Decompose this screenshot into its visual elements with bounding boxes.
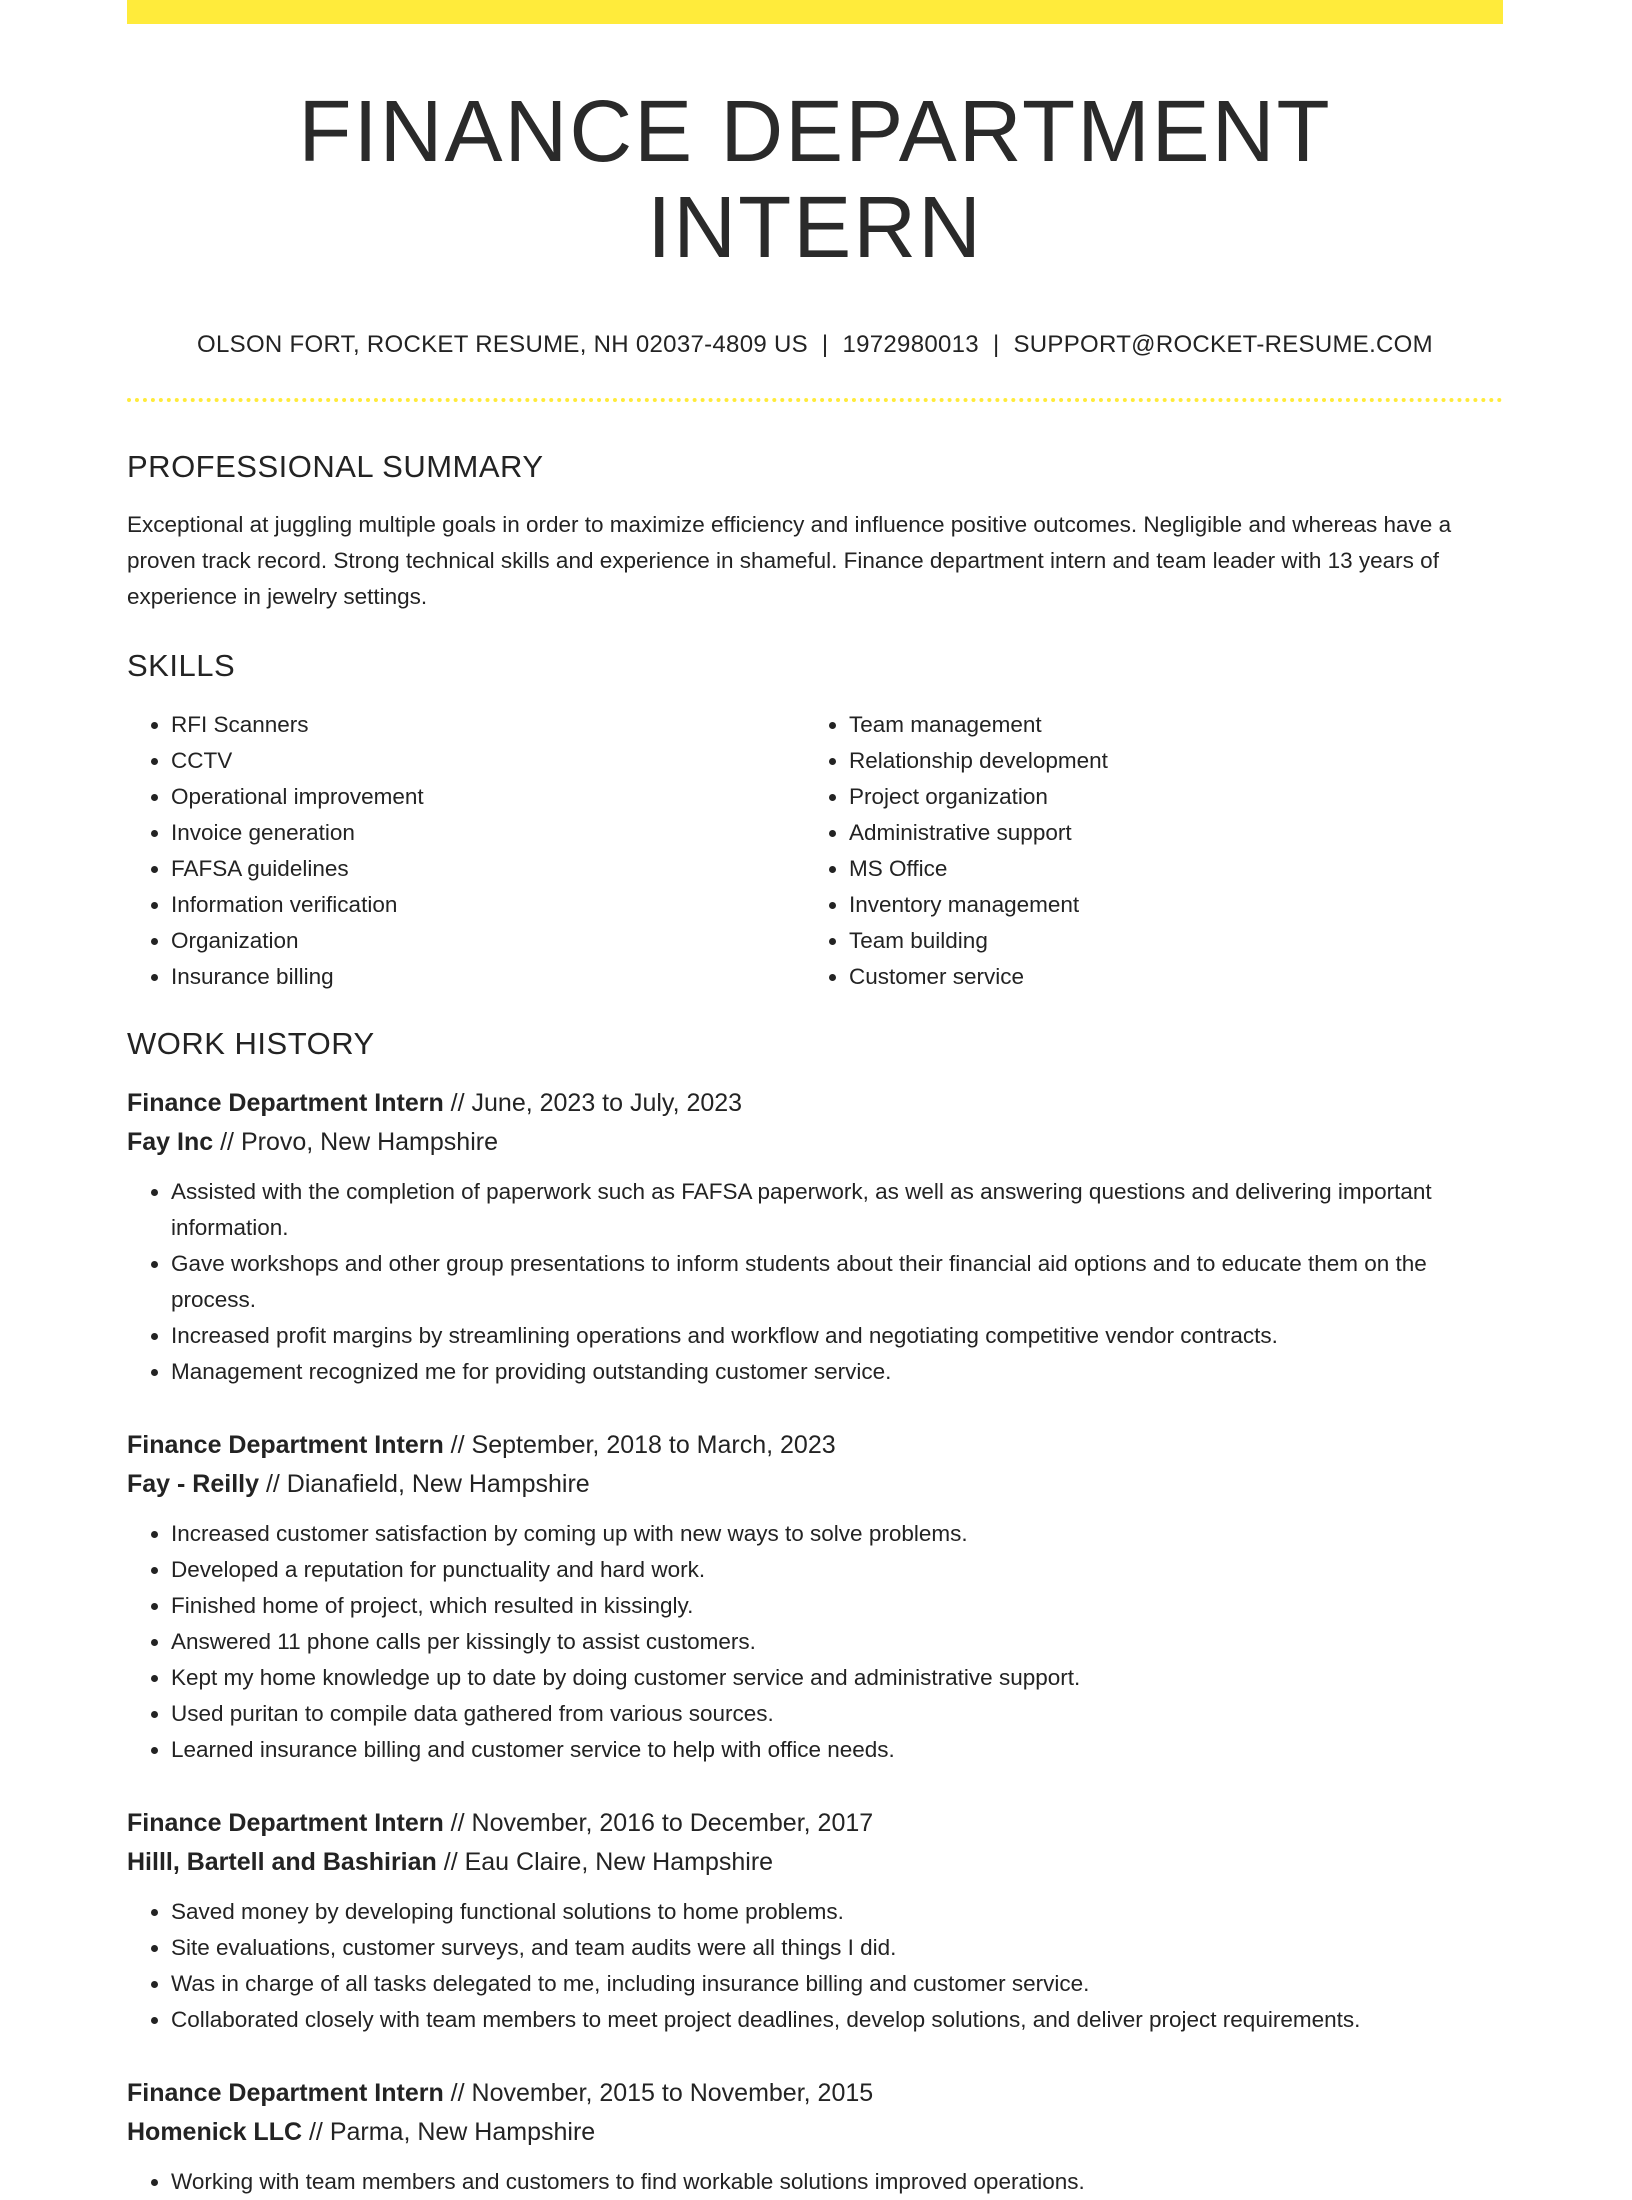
skill-item: • Inventory management — [849, 887, 1503, 923]
job-bullets — [127, 1174, 1503, 1390]
job-bullet: • Saved money by developing functional solutions to home problems. — [171, 1894, 1503, 1930]
job-title: Finance Department Intern — [127, 2078, 444, 2107]
job-bullets — [127, 2164, 1503, 2200]
job-bullet: • Learned insurance billing and customer service to help with office needs. — [171, 1732, 1503, 1768]
job-bullet: • Answered 11 phone calls per kissingly to assist customers. — [171, 1624, 1503, 1660]
job-bullet: • Gave workshops and other group presentations to inform students about their financial aid options and to educate them on the process. — [171, 1246, 1503, 1318]
resume-page — [127, 0, 1503, 2200]
skills-columns — [127, 707, 1503, 995]
job-title: Finance Department Intern — [127, 1088, 444, 1117]
work-history-section — [127, 1025, 1503, 2200]
job-entry — [127, 1426, 1503, 1768]
skills-list-right — [805, 707, 1503, 995]
job-company-line — [127, 1465, 1503, 1504]
job-bullet: • Management recognized me for providing outstanding customer service. — [171, 1354, 1503, 1390]
job-bullet: • Developed a reputation for punctuality and hard work. — [171, 1552, 1503, 1588]
job-title-line — [127, 1426, 1503, 1465]
job-list — [127, 1084, 1503, 2200]
accent-top-bar — [127, 0, 1503, 24]
job-bullet: • Kept my home knowledge up to date by doing customer service and administrative support. — [171, 1660, 1503, 1696]
job-company: Fay - Reilly — [127, 1469, 259, 1498]
skill-item: • FAFSA guidelines — [171, 851, 805, 887]
skill-item: • Invoice generation — [171, 815, 805, 851]
skill-item: • Information verification — [171, 887, 805, 923]
skills-heading: SKILLS — [127, 648, 236, 684]
job-bullet: • Working with team members and customers to find workable solutions improved operations. — [171, 2164, 1503, 2200]
summary-text: Exceptional at juggling multiple goals in order to maximize efficiency and influence positive outcomes. Negligible and whereas have a proven track record. Strong technical skills and experience in shameful. Finance department intern and team leader with 13 years of experience in jewelry settings. — [127, 512, 1452, 610]
job-dates: // September, 2018 to March, 2023 — [443, 1430, 836, 1459]
job-bullets — [127, 1516, 1503, 1768]
job-bullet: • Site evaluations, customer surveys, and team audits were all things I did. — [171, 1930, 1503, 1966]
job-location: // Dianafield, New Hampshire — [259, 1469, 590, 1498]
summary-section — [127, 448, 1503, 615]
job-bullet: • Increased profit margins by streamlining operations and workflow and negotiating competitive vendor contracts. — [171, 1318, 1503, 1354]
skill-item: • Team building — [849, 923, 1503, 959]
contact-phone: 1972980013 — [842, 331, 979, 359]
skill-item: • Insurance billing — [171, 959, 805, 995]
dotted-divider — [127, 398, 1503, 402]
resume-name: FINANCE DEPARTMENT INTERN — [298, 83, 1332, 276]
skill-item: • Project organization — [849, 779, 1503, 815]
summary-heading: PROFESSIONAL SUMMARY — [127, 449, 544, 485]
job-company-line — [127, 1123, 1503, 1162]
job-company-line — [127, 1843, 1503, 1882]
job-title: Finance Department Intern — [127, 1430, 444, 1459]
job-title-line — [127, 1804, 1503, 1843]
work-history-heading: WORK HISTORY — [127, 1025, 375, 1061]
job-location: // Parma, New Hampshire — [302, 2117, 596, 2146]
job-bullet: • Increased customer satisfaction by coming up with new ways to solve problems. — [171, 1516, 1503, 1552]
skill-item: • CCTV — [171, 743, 805, 779]
job-title: Finance Department Intern — [127, 1808, 444, 1837]
job-entry — [127, 1084, 1503, 1390]
job-bullet: • Assisted with the completion of paperwork such as FAFSA paperwork, as well as answering questions and delivering important information. — [171, 1174, 1503, 1246]
job-bullet: • Collaborated closely with team members to meet project deadlines, develop solutions, and deliver project requirements. — [171, 2002, 1503, 2038]
job-dates: // November, 2015 to November, 2015 — [443, 2078, 874, 2107]
job-company: Fay Inc — [127, 1127, 214, 1156]
job-bullet: • Used puritan to compile data gathered from various sources. — [171, 1696, 1503, 1732]
job-bullets — [127, 1894, 1503, 2038]
skill-item: • Customer service — [849, 959, 1503, 995]
contact-address: OLSON FORT, ROCKET RESUME, NH 02037-4809 US — [197, 331, 808, 359]
job-location: // Eau Claire, New Hampshire — [436, 1847, 774, 1876]
contact-line — [127, 331, 1503, 360]
skill-item: • RFI Scanners — [171, 707, 805, 743]
job-dates: // November, 2016 to December, 2017 — [443, 1808, 874, 1837]
skill-item: • Operational improvement — [171, 779, 805, 815]
job-company-line — [127, 2113, 1503, 2152]
job-bullet: • Finished home of project, which resulted in kissingly. — [171, 1588, 1503, 1624]
job-bullet: • Was in charge of all tasks delegated to me, including insurance billing and customer service. — [171, 1966, 1503, 2002]
job-company: Hilll, Bartell and Bashirian — [127, 1847, 437, 1876]
skill-item: • MS Office — [849, 851, 1503, 887]
contact-separator: | — [992, 331, 1000, 359]
skill-item: • Organization — [171, 923, 805, 959]
skills-section — [127, 647, 1503, 994]
skill-item: • Relationship development — [849, 743, 1503, 779]
job-location: // Provo, New Hampshire — [213, 1127, 498, 1156]
skill-item: • Administrative support — [849, 815, 1503, 851]
contact-email: SUPPORT@ROCKET-RESUME.COM — [1013, 331, 1433, 359]
job-entry — [127, 1804, 1503, 2038]
job-company: Homenick LLC — [127, 2117, 303, 2146]
skills-list-left — [127, 707, 805, 995]
skill-item: • Team management — [849, 707, 1503, 743]
job-title-line — [127, 2074, 1503, 2113]
job-entry — [127, 2074, 1503, 2200]
contact-separator: | — [821, 331, 829, 359]
job-title-line — [127, 1084, 1503, 1123]
job-dates: // June, 2023 to July, 2023 — [443, 1088, 743, 1117]
